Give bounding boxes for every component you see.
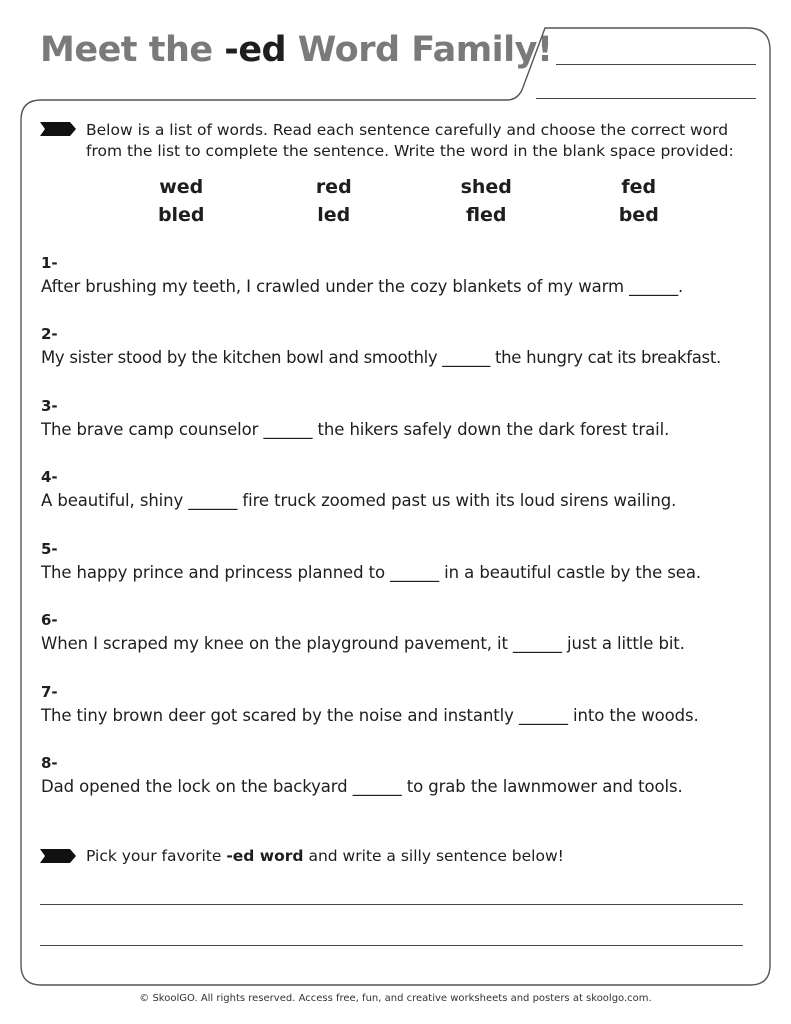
bonus-suffix: and write a silly sentence below!: [303, 847, 564, 865]
bonus-arrow-icon: [40, 849, 76, 863]
title-prefix: Meet the: [40, 30, 225, 70]
question-item: [41, 254, 761, 298]
question-number: 3-: [41, 397, 58, 415]
question-item: [41, 325, 761, 369]
question-item: [41, 754, 761, 798]
writing-line[interactable]: [40, 904, 743, 905]
question-number: 7-: [41, 683, 58, 701]
question-number: 4-: [41, 468, 58, 486]
question-item: [41, 397, 761, 441]
question-text: My sister stood by the kitchen bowl and smoothly ______ the hungry cat its breakfast.: [41, 348, 721, 367]
question-text: Dad opened the lock on the backyard ______ to grab the lawnmower and tools.: [41, 777, 683, 796]
word-bank-row-2: [105, 204, 715, 226]
title-suffix: Word Family!: [286, 30, 553, 70]
word-bank-row-1: [105, 176, 715, 198]
question-text: A beautiful, shiny ______ fire truck zoomed past us with its loud sirens wailing.: [41, 491, 677, 510]
word-bank-item: red: [315, 176, 352, 198]
bonus-prefix: Pick your favorite: [86, 847, 227, 865]
word-bank-item: shed: [460, 176, 512, 198]
word-bank-item: fled: [465, 204, 507, 226]
question-item: [41, 540, 761, 584]
question-number: 5-: [41, 540, 58, 558]
footer-copyright: © SkoolGO. All rights reserved. Access free, fun, and creative worksheets and posters at skoolgo.com.: [139, 993, 652, 1004]
word-bank-item: fed: [621, 176, 657, 198]
question-text: When I scraped my knee on the playground pavement, it ______ just a little bit.: [41, 634, 685, 653]
instruction-arrow-icon: [40, 122, 76, 136]
date-line[interactable]: [536, 98, 756, 99]
question-text: The brave camp counselor ______ the hikers safely down the dark forest trail.: [41, 420, 670, 439]
bonus-highlight: -ed word: [226, 847, 304, 865]
question-item: [41, 468, 761, 512]
bonus-instruction: [86, 846, 746, 867]
question-text: The happy prince and princess planned to ______ in a beautiful castle by the sea.: [41, 563, 702, 582]
name-line[interactable]: [556, 64, 756, 65]
question-text: The tiny brown deer got scared by the noise and instantly ______ into the woods.: [41, 706, 699, 725]
question-item: [41, 683, 761, 727]
word-bank-item: led: [317, 204, 351, 226]
question-item: [41, 611, 761, 655]
title-highlight: -ed: [224, 30, 287, 70]
word-bank-item: bled: [157, 204, 205, 226]
word-bank-item: wed: [159, 176, 204, 198]
question-number: 6-: [41, 611, 58, 629]
question-text: After brushing my teeth, I crawled under the cozy blankets of my warm ______.: [41, 277, 684, 296]
writing-line[interactable]: [40, 945, 743, 946]
question-number: 1-: [41, 254, 58, 272]
question-number: 8-: [41, 754, 58, 772]
instructions-text: Below is a list of words. Read each sentence carefully and choose the correct word from the list to complete the sentence. Write the word in the blank space provided:: [86, 121, 734, 160]
question-number: 2-: [41, 325, 58, 343]
word-bank-item: bed: [618, 204, 659, 226]
